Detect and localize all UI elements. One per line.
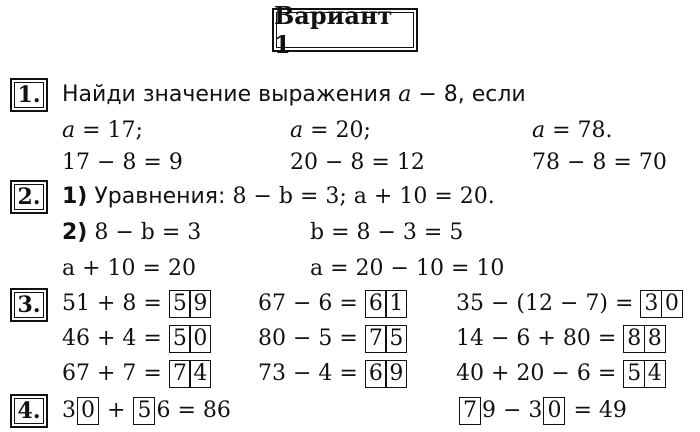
answer-digit-box: 1 — [385, 290, 407, 318]
task3-item-9: 40 + 20 − 6 = 5 4 — [456, 360, 666, 388]
answer-digit-box: 5 — [623, 360, 645, 388]
missing-digit-box: 5 — [133, 397, 155, 425]
answer-digit-box: 4 — [644, 360, 666, 388]
answer-digit-box: 7 — [169, 360, 191, 388]
task1-calc-1: 17 − 8 = 9 — [62, 150, 183, 175]
task2-part1-eq1: 8 − b = 3; — [232, 184, 347, 209]
task3-item-3: 35 − (12 − 7) = 3 0 — [456, 290, 683, 318]
task1-case-1: a = 17; — [62, 118, 143, 143]
task1-expr-var: a — [398, 82, 412, 107]
task2-part1-label: 1) — [62, 184, 88, 209]
answer-digit-box: 0 — [189, 325, 211, 353]
task2-part2-label: 2) — [62, 220, 88, 245]
task2-eq-a-right: b = 8 − 3 = 5 — [310, 220, 464, 245]
task1-calc-2: 20 − 8 = 12 — [290, 150, 425, 175]
answer-digit-box: 3 — [640, 290, 662, 318]
task3-item-2: 67 − 6 = 6 1 — [258, 290, 407, 318]
task2-part1-eq2: a + 10 = 20. — [353, 184, 495, 209]
task3-item-7: 67 + 7 = 7 4 — [62, 360, 211, 388]
task-number-1: 1. — [10, 78, 48, 112]
task4-equation-2: 7 9 − 3 0 = 49 — [458, 397, 627, 425]
answer-digit-box: 7 — [365, 325, 387, 353]
task3-item-6: 14 − 6 + 80 = 8 8 — [456, 325, 666, 353]
answer-digit-box: 4 — [189, 360, 211, 388]
task1-case-3: a = 78. — [532, 118, 613, 143]
task-number-2: 2. — [10, 180, 48, 214]
answer-digit-box: 5 — [385, 325, 407, 353]
task1-prompt — [62, 84, 526, 106]
missing-digit-box: 7 — [459, 397, 481, 425]
missing-digit-box: 0 — [543, 397, 565, 425]
answer-digit-box: 9 — [189, 290, 211, 318]
task2-part1 — [62, 186, 495, 208]
answer-digit-box: 8 — [623, 325, 645, 353]
missing-digit-box: 0 — [77, 397, 99, 425]
task2-eq-b-right: a = 20 − 10 = 10 — [310, 256, 505, 281]
answer-digit-box: 5 — [169, 325, 191, 353]
variant-title — [272, 1, 418, 59]
task4-equation-1: 3 0 + 5 6 = 86 — [62, 398, 231, 423]
variant-title-text: Вариант 1 — [274, 1, 393, 59]
answer-digit-box: 5 — [169, 290, 191, 318]
answer-digit-box: 8 — [644, 325, 666, 353]
task-number-3: 3. — [10, 288, 48, 322]
task2-part2 — [62, 222, 201, 244]
answer-digit-box: 9 — [385, 360, 407, 388]
answer-digit-box: 0 — [661, 290, 683, 318]
task2-eq-a-left: 8 − b = 3 — [94, 220, 202, 245]
task2-eq-b-left: a + 10 = 20 — [62, 256, 196, 281]
task2-part1-text: Уравнения: — [94, 184, 226, 209]
task1-expr-rest: − 8, если — [418, 82, 526, 107]
answer-digit-box: 6 — [365, 360, 387, 388]
task3-item-1: 51 + 8 = 5 9 — [62, 290, 211, 318]
answer-digit-box: 6 — [365, 290, 387, 318]
task1-calc-3: 78 − 8 = 70 — [532, 150, 667, 175]
task1-prompt-text: Найди значение выражения — [62, 82, 392, 107]
task3-item-5: 80 − 5 = 7 5 — [258, 325, 407, 353]
task1-case-2: a = 20; — [290, 118, 371, 143]
task3-item-4: 46 + 4 = 5 0 — [62, 325, 211, 353]
task-number-4: 4. — [10, 394, 48, 428]
task3-item-8: 73 − 4 = 6 9 — [258, 360, 407, 388]
